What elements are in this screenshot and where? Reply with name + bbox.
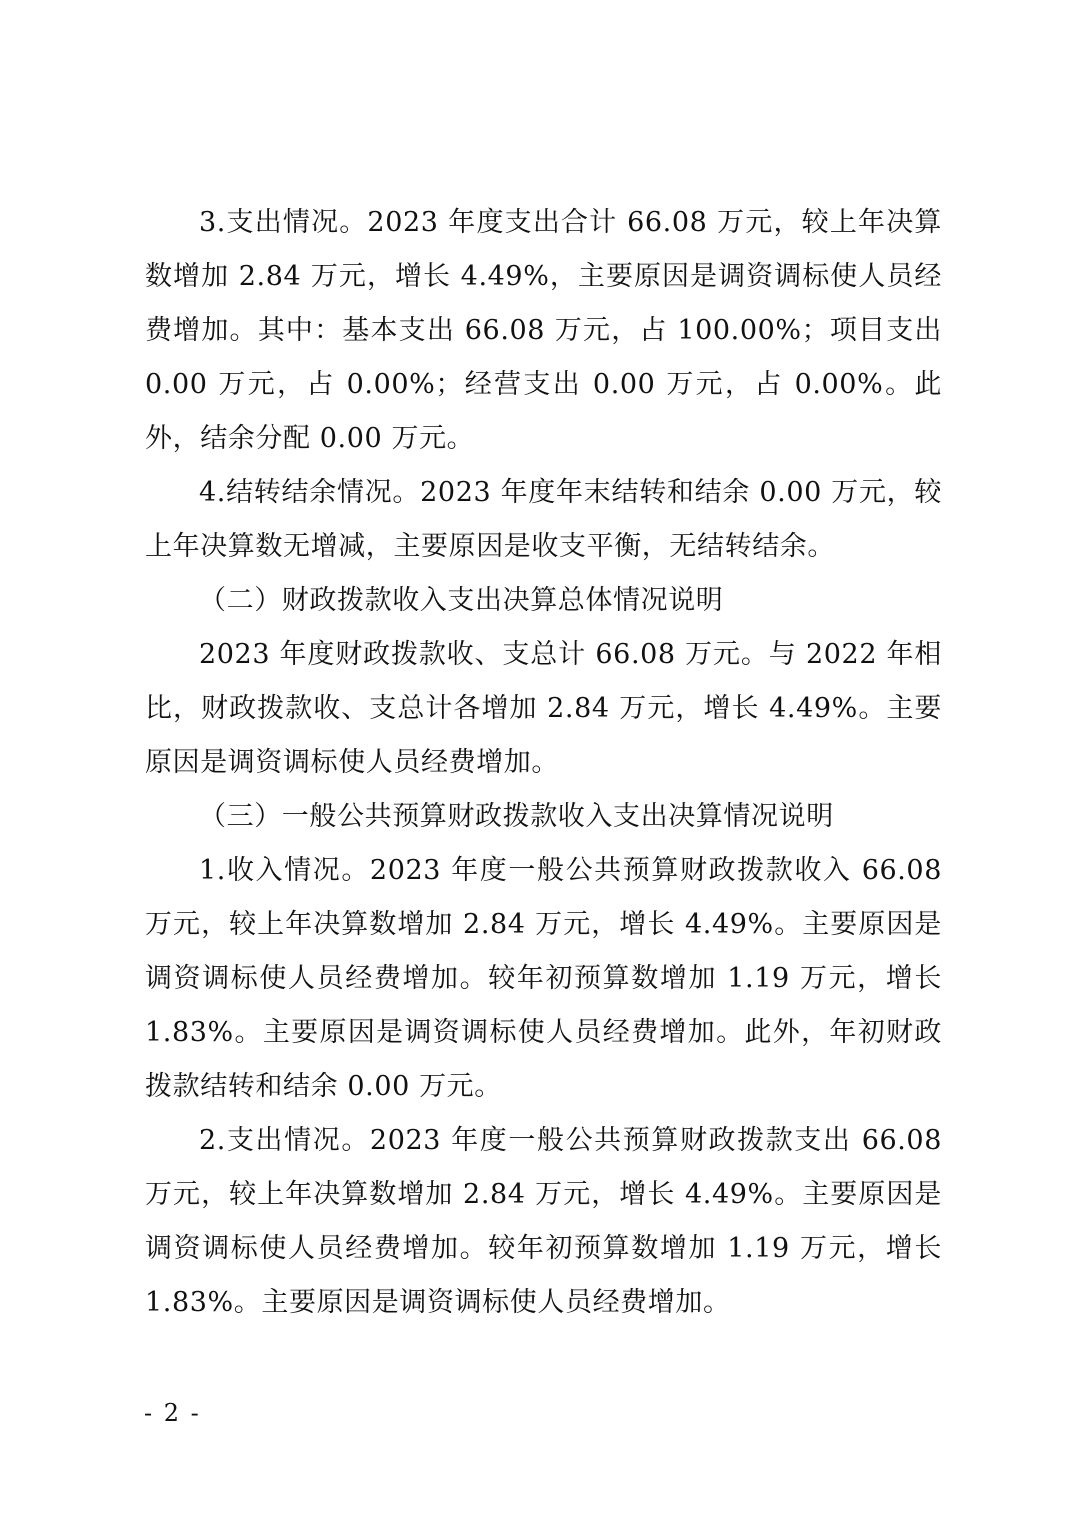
document-body: [145, 196, 942, 1330]
paragraph-general-budget-expenditure: 2.支出情况。2023 年度一般公共预算财政拨款支出 66.08 万元，较上年决算数增加 2.84 万元，增长 4.49%。主要原因是调资调标使人员经费增加。较年初预算数增加 1.19 万元，增长 1.83%。主要原因是调资调标使人员经费增加。: [145, 1125, 942, 1318]
section-heading-fiscal-appropriation-overview: （二）财政拨款收入支出决算总体情况说明: [199, 585, 724, 616]
page-number: - 2 -: [144, 1399, 201, 1427]
paragraph-carryover-balance: 4.结转结余情况。2023 年度年末结转和结余 0.00 万元，较上年决算数无增减，主要原因是收支平衡，无结转结余。: [145, 477, 942, 562]
section-heading-general-public-budget: （三）一般公共预算财政拨款收入支出决算情况说明: [199, 801, 834, 832]
paragraph-fiscal-appropriation-total: 2023 年度财政拨款收、支总计 66.08 万元。与 2022 年相比，财政拨款收、支总计各增加 2.84 万元，增长 4.49%。主要原因是调资调标使人员经费增加。: [145, 639, 942, 778]
paragraph-general-budget-income: 1.收入情况。2023 年度一般公共预算财政拨款收入 66.08 万元，较上年决算数增加 2.84 万元，增长 4.49%。主要原因是调资调标使人员经费增加。较年初预算数增加 1.19 万元，增长 1.83%。主要原因是调资调标使人员经费增加。此外，年初财政拨款结转和结余 0.00 万元。: [145, 855, 942, 1102]
paragraph-expenditure: 3.支出情况。2023 年度支出合计 66.08 万元，较上年决算数增加 2.84 万元，增长 4.49%，主要原因是调资调标使人员经费增加。其中：基本支出 66.08 万元，占 100.00%；项目支出 0.00 万元，占 0.00%；经营支出 0.00 万元，占 0.00%。此外，结余分配 0.00 万元。: [145, 207, 942, 454]
